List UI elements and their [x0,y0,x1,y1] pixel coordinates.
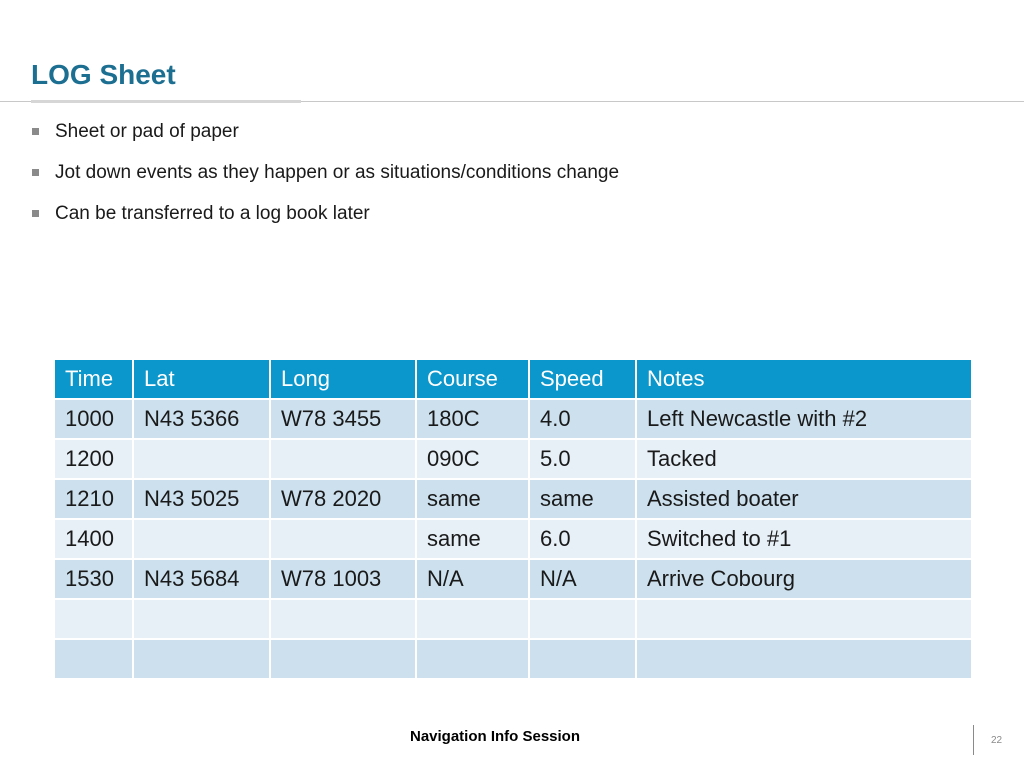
table-cell [636,639,972,679]
column-header-speed: Speed [529,359,636,399]
bullet-text: Jot down events as they happen or as situations/conditions change [55,162,620,183]
column-header-lat: Lat [133,359,270,399]
table-row [54,399,972,439]
slide-title: LOG Sheet [31,59,176,90]
table-cell: W78 3455 [270,399,416,439]
table-cell [133,519,270,559]
table-row [54,559,972,599]
log-table [53,358,973,680]
table-cell [54,639,133,679]
bullet-item [31,120,619,161]
bullet-text: Sheet or pad of paper [55,121,239,142]
table-header-row [54,359,972,399]
table-cell: Tacked [636,439,972,479]
table-cell: N43 5366 [133,399,270,439]
column-header-course: Course [416,359,529,399]
table-cell: N43 5684 [133,559,270,599]
page-number: 22 [991,735,1003,746]
table-cell: 090C [416,439,529,479]
table-cell [529,599,636,639]
table-cell [54,599,133,639]
table-cell: N43 5025 [133,479,270,519]
table-cell: 180C [416,399,529,439]
table-cell [416,639,529,679]
column-header-long: Long [270,359,416,399]
table-cell: 1200 [54,439,133,479]
column-header-time: Time [54,359,133,399]
table-row [54,519,972,559]
table-cell: Switched to #1 [636,519,972,559]
table-cell: same [416,479,529,519]
bullet-item [31,161,619,202]
table-cell [270,519,416,559]
table-row [54,639,972,679]
table-cell: W78 2020 [270,479,416,519]
title-divider-accent [31,100,301,103]
table-cell: 1000 [54,399,133,439]
bullet-list [31,120,619,243]
square-bullet-icon [32,128,39,135]
table-cell [529,639,636,679]
table-cell: same [416,519,529,559]
table-cell: 4.0 [529,399,636,439]
table-cell [133,639,270,679]
table-cell: Arrive Cobourg [636,559,972,599]
footer-title: Navigation Info Session [409,728,581,745]
table-cell: N/A [529,559,636,599]
table-cell: W78 1003 [270,559,416,599]
column-header-notes: Notes [636,359,972,399]
table-cell: 5.0 [529,439,636,479]
table-row [54,599,972,639]
table-cell: 1210 [54,479,133,519]
table-cell [133,599,270,639]
table-cell [133,439,270,479]
table-cell: 6.0 [529,519,636,559]
table-cell [636,599,972,639]
bullet-text: Can be transferred to a log book later [55,203,370,224]
square-bullet-icon [32,169,39,176]
table-cell: N/A [416,559,529,599]
table-cell [270,439,416,479]
table-cell: Left Newcastle with #2 [636,399,972,439]
table-cell [270,639,416,679]
table-cell: same [529,479,636,519]
footer-divider [973,725,974,755]
table-cell [270,599,416,639]
table-row [54,479,972,519]
table-cell: Assisted boater [636,479,972,519]
table-cell: 1400 [54,519,133,559]
table-cell [416,599,529,639]
table-cell: 1530 [54,559,133,599]
table-row [54,439,972,479]
bullet-item [31,202,619,243]
square-bullet-icon [32,210,39,217]
